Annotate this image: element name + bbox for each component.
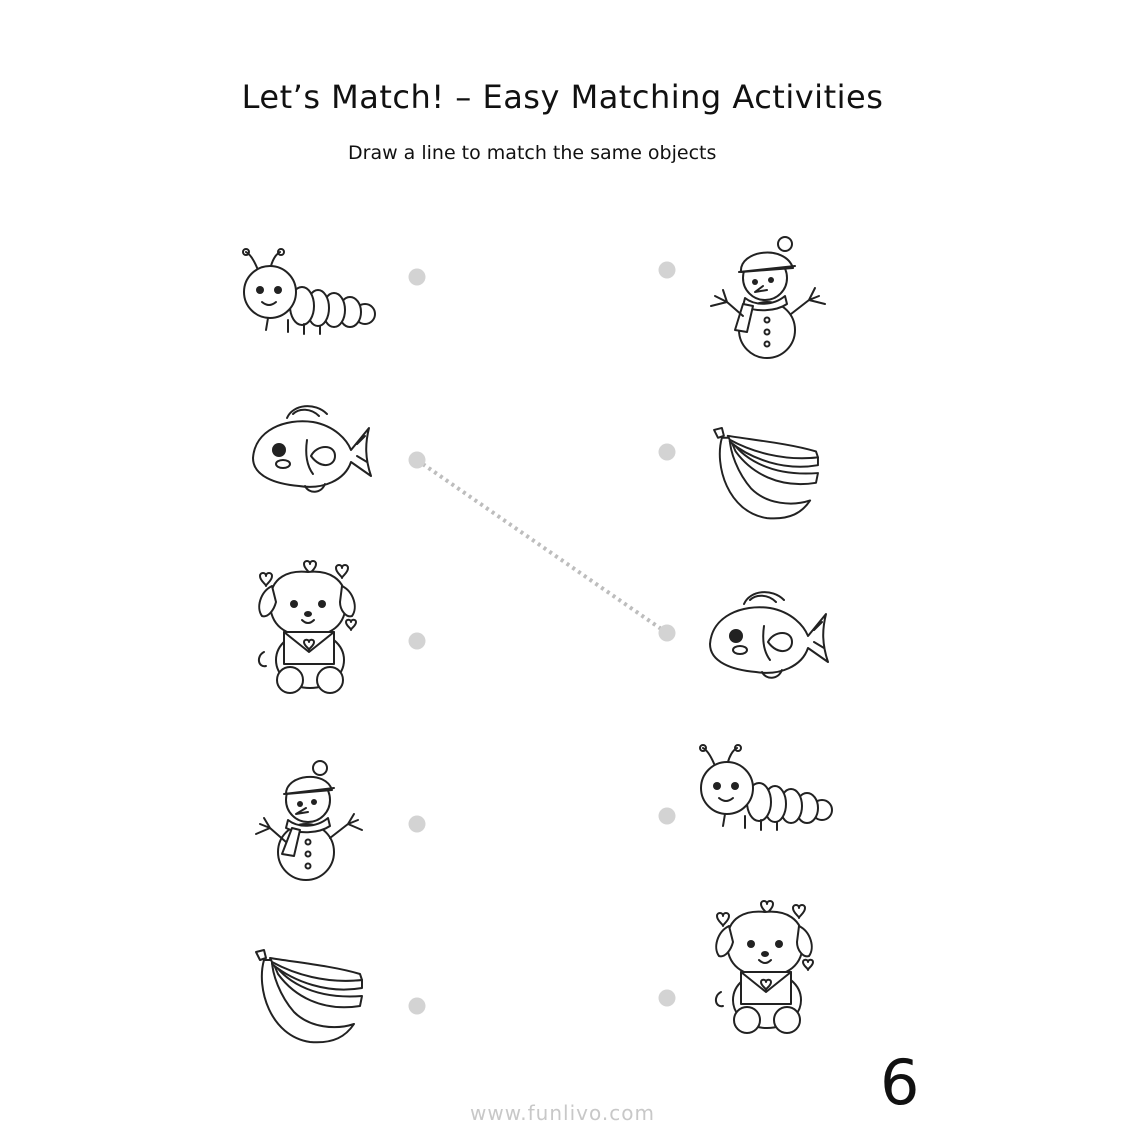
right-match-dot-2[interactable] [659,444,676,461]
page-title: Let’s Match! – Easy Matching Activities [241,78,884,116]
page-number: 6 [880,1046,920,1119]
left-match-dot-1[interactable] [409,269,426,286]
fish-icon [702,586,832,686]
puppy-icon [250,556,370,696]
caterpillar-icon [240,246,380,338]
left-match-dot-3[interactable] [409,633,426,650]
left-match-dot-4[interactable] [409,816,426,833]
banana-icon [708,426,826,524]
right-match-dot-3[interactable] [659,625,676,642]
banana-icon [250,948,370,1048]
right-match-dot-1[interactable] [659,262,676,279]
instructions: Draw a line to match the same objects [348,142,717,164]
left-match-dot-2[interactable] [409,452,426,469]
right-match-dot-4[interactable] [659,808,676,825]
snowman-icon [248,758,373,883]
caterpillar-icon [697,742,837,834]
puppy-icon [707,896,827,1036]
right-match-dot-5[interactable] [659,990,676,1007]
snowman-icon [705,234,830,359]
fish-icon [245,400,375,500]
left-match-dot-5[interactable] [409,998,426,1015]
footer-website: www.funlivo.com [470,1101,655,1125]
